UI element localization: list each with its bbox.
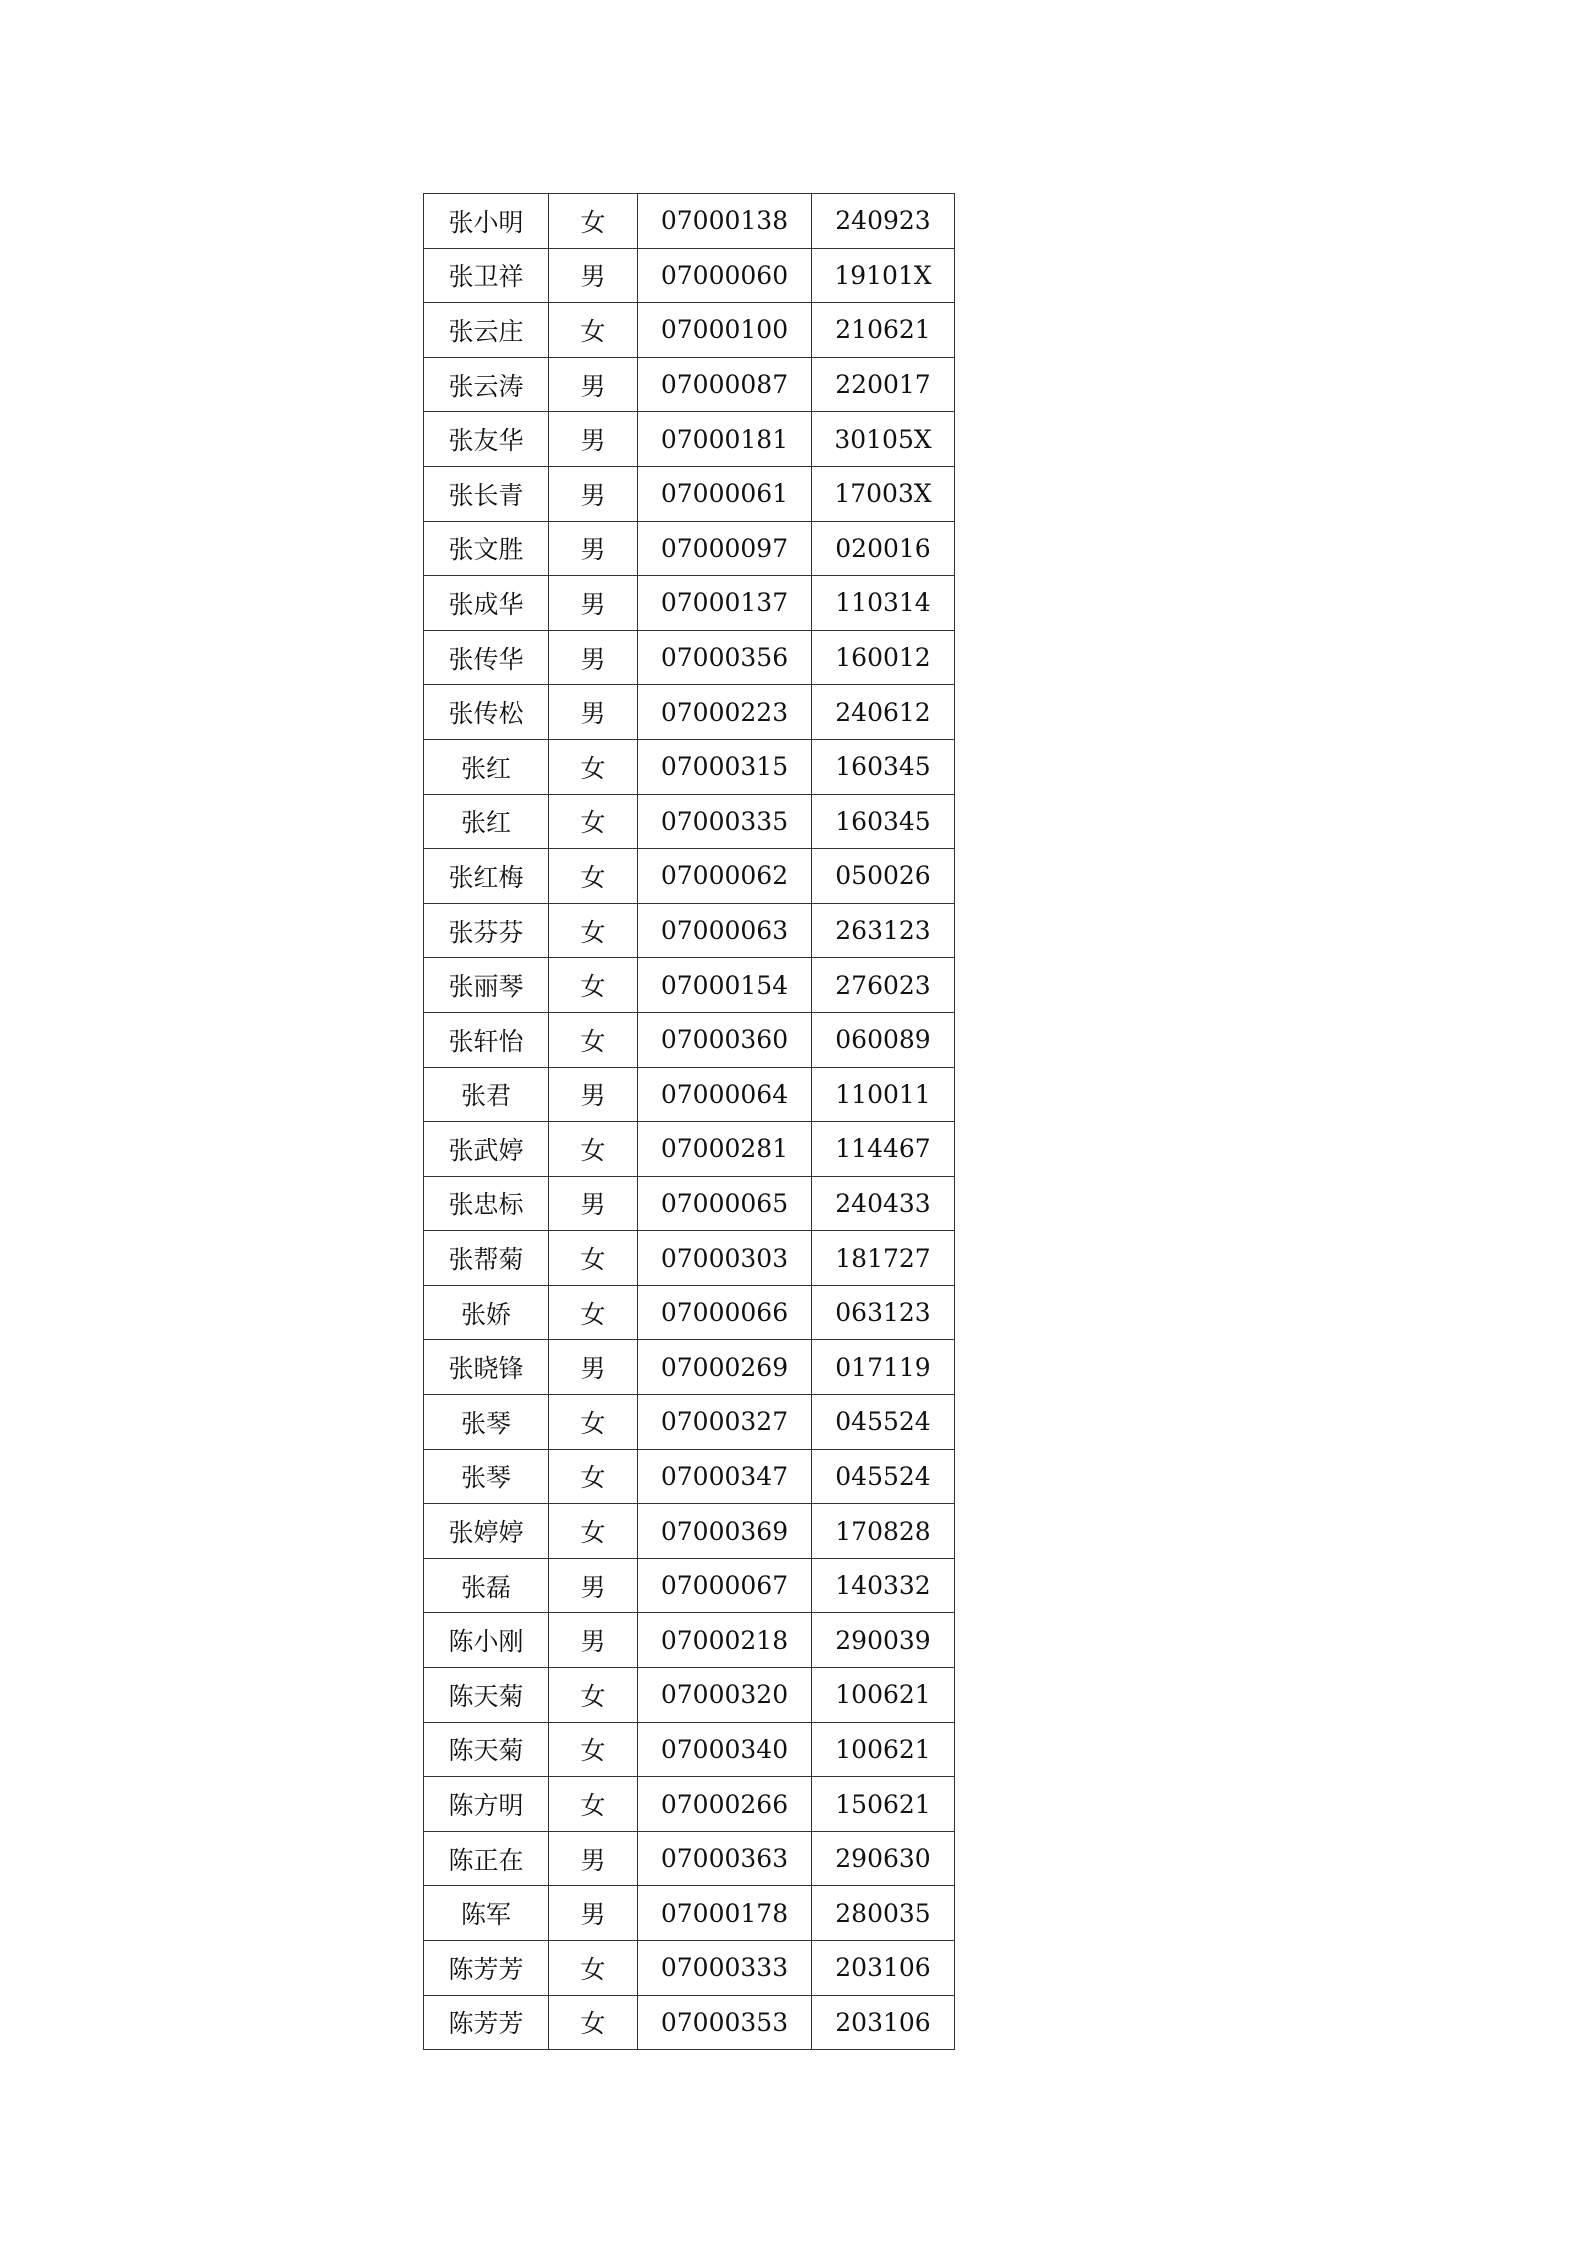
table-row (424, 958, 955, 1013)
table-row (424, 1340, 955, 1395)
id-number-cell: 07000181 (638, 412, 812, 467)
code-cell: 160345 (812, 794, 955, 849)
id-number-cell: 07000369 (638, 1504, 812, 1559)
code-cell: 30105X (812, 412, 955, 467)
code-cell: 170828 (812, 1504, 955, 1559)
table-row (424, 849, 955, 904)
name-cell: 张晓锋 (424, 1340, 549, 1395)
name-cell: 陈小刚 (424, 1613, 549, 1668)
table-row (424, 1285, 955, 1340)
name-cell: 张云庄 (424, 303, 549, 358)
id-number-cell: 07000327 (638, 1395, 812, 1450)
table-row (424, 1941, 955, 1996)
table-row (424, 1831, 955, 1886)
table-row (424, 1504, 955, 1559)
name-cell: 张婷婷 (424, 1504, 549, 1559)
id-number-cell: 07000335 (638, 794, 812, 849)
id-number-cell: 07000087 (638, 357, 812, 412)
code-cell: 045524 (812, 1395, 955, 1450)
table-row (424, 685, 955, 740)
name-cell: 张文胜 (424, 521, 549, 576)
code-cell: 045524 (812, 1449, 955, 1504)
name-cell: 张小明 (424, 194, 549, 249)
name-cell: 陈军 (424, 1886, 549, 1941)
code-cell: 203106 (812, 1995, 955, 2050)
name-cell: 张琴 (424, 1449, 549, 1504)
name-cell: 张传松 (424, 685, 549, 740)
gender-cell: 男 (549, 1558, 638, 1613)
id-number-cell: 07000320 (638, 1668, 812, 1723)
id-number-cell: 07000266 (638, 1777, 812, 1832)
table-row (424, 1449, 955, 1504)
table-row (424, 1067, 955, 1122)
code-cell: 017119 (812, 1340, 955, 1395)
code-cell: 203106 (812, 1941, 955, 1996)
table-row (424, 794, 955, 849)
gender-cell: 女 (549, 958, 638, 1013)
gender-cell: 女 (549, 1995, 638, 2050)
gender-cell: 男 (549, 1176, 638, 1231)
id-number-cell: 07000066 (638, 1285, 812, 1340)
id-number-cell: 07000223 (638, 685, 812, 740)
name-cell: 张长青 (424, 466, 549, 521)
code-cell: 210621 (812, 303, 955, 358)
code-cell: 17003X (812, 466, 955, 521)
name-cell: 张成华 (424, 576, 549, 631)
name-cell: 陈天菊 (424, 1668, 549, 1723)
gender-cell: 男 (549, 1831, 638, 1886)
code-cell: 050026 (812, 849, 955, 904)
name-cell: 张轩怡 (424, 1012, 549, 1067)
gender-cell: 女 (549, 194, 638, 249)
table-row (424, 1176, 955, 1231)
code-cell: 220017 (812, 357, 955, 412)
id-number-cell: 07000315 (638, 739, 812, 794)
table-row (424, 412, 955, 467)
name-cell: 张琴 (424, 1395, 549, 1450)
id-number-cell: 07000340 (638, 1722, 812, 1777)
name-cell: 陈正在 (424, 1831, 549, 1886)
name-cell: 陈芳芳 (424, 1941, 549, 1996)
id-number-cell: 07000353 (638, 1995, 812, 2050)
code-cell: 160345 (812, 739, 955, 794)
id-number-cell: 07000137 (638, 576, 812, 631)
id-number-cell: 07000333 (638, 1941, 812, 1996)
name-cell: 张云涛 (424, 357, 549, 412)
gender-cell: 男 (549, 466, 638, 521)
gender-cell: 女 (549, 1504, 638, 1559)
gender-cell: 男 (549, 1886, 638, 1941)
table-row (424, 303, 955, 358)
gender-cell: 女 (549, 303, 638, 358)
name-cell: 张磊 (424, 1558, 549, 1613)
table-row (424, 466, 955, 521)
table-row (424, 1122, 955, 1177)
name-cell: 陈天菊 (424, 1722, 549, 1777)
id-number-cell: 07000097 (638, 521, 812, 576)
name-cell: 张帮菊 (424, 1231, 549, 1286)
id-number-cell: 07000067 (638, 1558, 812, 1613)
code-cell: 240923 (812, 194, 955, 249)
table-row (424, 739, 955, 794)
id-number-cell: 07000303 (638, 1231, 812, 1286)
gender-cell: 男 (549, 357, 638, 412)
name-cell: 张红梅 (424, 849, 549, 904)
name-cell: 张红 (424, 794, 549, 849)
table-row (424, 1558, 955, 1613)
table-row (424, 1722, 955, 1777)
gender-cell: 女 (549, 1668, 638, 1723)
id-number-cell: 07000360 (638, 1012, 812, 1067)
id-number-cell: 07000154 (638, 958, 812, 1013)
name-cell: 张红 (424, 739, 549, 794)
code-cell: 114467 (812, 1122, 955, 1177)
gender-cell: 男 (549, 248, 638, 303)
table-row (424, 1886, 955, 1941)
id-number-cell: 07000269 (638, 1340, 812, 1395)
gender-cell: 女 (549, 903, 638, 958)
table-row (424, 576, 955, 631)
code-cell: 063123 (812, 1285, 955, 1340)
code-cell: 240612 (812, 685, 955, 740)
id-number-cell: 07000065 (638, 1176, 812, 1231)
code-cell: 060089 (812, 1012, 955, 1067)
name-cell: 张君 (424, 1067, 549, 1122)
name-cell: 张友华 (424, 412, 549, 467)
id-number-cell: 07000060 (638, 248, 812, 303)
code-cell: 150621 (812, 1777, 955, 1832)
name-cell: 张武婷 (424, 1122, 549, 1177)
gender-cell: 女 (549, 1722, 638, 1777)
name-cell: 张传华 (424, 630, 549, 685)
table-row (424, 1395, 955, 1450)
name-cell: 陈方明 (424, 1777, 549, 1832)
table-row (424, 1613, 955, 1668)
code-cell: 181727 (812, 1231, 955, 1286)
table-row (424, 248, 955, 303)
id-number-cell: 07000178 (638, 1886, 812, 1941)
table-row (424, 1012, 955, 1067)
name-cell: 张丽琴 (424, 958, 549, 1013)
table-row (424, 1668, 955, 1723)
gender-cell: 女 (549, 1449, 638, 1504)
code-cell: 110011 (812, 1067, 955, 1122)
gender-cell: 女 (549, 794, 638, 849)
code-cell: 140332 (812, 1558, 955, 1613)
name-cell: 张忠标 (424, 1176, 549, 1231)
id-number-cell: 07000218 (638, 1613, 812, 1668)
table-row (424, 521, 955, 576)
code-cell: 100621 (812, 1668, 955, 1723)
table-row (424, 630, 955, 685)
code-cell: 276023 (812, 958, 955, 1013)
id-number-cell: 07000281 (638, 1122, 812, 1177)
name-cell: 陈芳芳 (424, 1995, 549, 2050)
code-cell: 240433 (812, 1176, 955, 1231)
gender-cell: 男 (549, 685, 638, 740)
name-cell: 张卫祥 (424, 248, 549, 303)
id-number-cell: 07000063 (638, 903, 812, 958)
id-number-cell: 07000138 (638, 194, 812, 249)
table-row (424, 1995, 955, 2050)
code-cell: 263123 (812, 903, 955, 958)
code-cell: 290630 (812, 1831, 955, 1886)
id-number-cell: 07000064 (638, 1067, 812, 1122)
gender-cell: 女 (549, 1012, 638, 1067)
code-cell: 020016 (812, 521, 955, 576)
table-row (424, 903, 955, 958)
code-cell: 280035 (812, 1886, 955, 1941)
table-row (424, 357, 955, 412)
gender-cell: 男 (549, 576, 638, 631)
gender-cell: 女 (549, 739, 638, 794)
gender-cell: 女 (549, 1285, 638, 1340)
roster-table (423, 193, 955, 2050)
name-cell: 张芬芬 (424, 903, 549, 958)
gender-cell: 男 (549, 1340, 638, 1395)
gender-cell: 女 (549, 1231, 638, 1286)
code-cell: 290039 (812, 1613, 955, 1668)
id-number-cell: 07000061 (638, 466, 812, 521)
roster-table-body (424, 194, 955, 2050)
gender-cell: 女 (549, 1777, 638, 1832)
id-number-cell: 07000356 (638, 630, 812, 685)
gender-cell: 男 (549, 412, 638, 467)
gender-cell: 女 (549, 849, 638, 904)
id-number-cell: 07000062 (638, 849, 812, 904)
code-cell: 110314 (812, 576, 955, 631)
gender-cell: 男 (549, 1613, 638, 1668)
gender-cell: 男 (549, 1067, 638, 1122)
id-number-cell: 07000363 (638, 1831, 812, 1886)
code-cell: 19101X (812, 248, 955, 303)
gender-cell: 女 (549, 1941, 638, 1996)
id-number-cell: 07000347 (638, 1449, 812, 1504)
gender-cell: 女 (549, 1395, 638, 1450)
table-row (424, 1777, 955, 1832)
gender-cell: 男 (549, 521, 638, 576)
name-cell: 张娇 (424, 1285, 549, 1340)
code-cell: 100621 (812, 1722, 955, 1777)
table-row (424, 1231, 955, 1286)
id-number-cell: 07000100 (638, 303, 812, 358)
gender-cell: 男 (549, 630, 638, 685)
code-cell: 160012 (812, 630, 955, 685)
table-row (424, 194, 955, 249)
gender-cell: 女 (549, 1122, 638, 1177)
